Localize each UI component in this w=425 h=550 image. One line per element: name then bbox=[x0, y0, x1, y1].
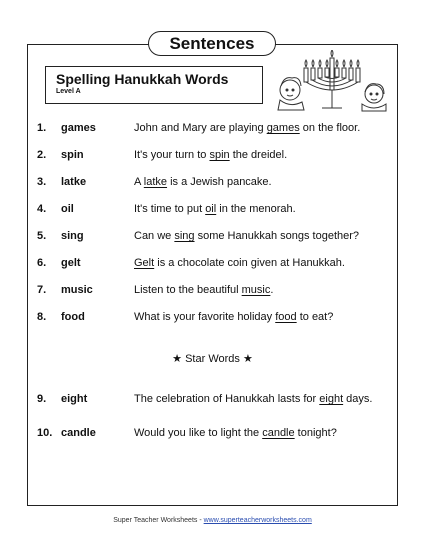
item-number: 9. bbox=[37, 393, 47, 405]
spelling-word: food bbox=[61, 311, 85, 323]
sentence-end: . bbox=[270, 284, 274, 296]
example-sentence bbox=[134, 257, 396, 270]
header-level: Level A bbox=[56, 88, 81, 95]
menorah-children-illustration bbox=[276, 50, 388, 112]
spelling-word: music bbox=[61, 284, 93, 296]
spelling-word: candle bbox=[61, 427, 96, 439]
example-sentence bbox=[134, 284, 396, 297]
example-sentence bbox=[134, 176, 396, 189]
spelling-word: sing bbox=[61, 230, 84, 242]
page-title: Sentences bbox=[148, 31, 276, 56]
sentence-start: Can we bbox=[134, 230, 175, 242]
example-sentence bbox=[134, 427, 396, 440]
item-number: 7. bbox=[37, 284, 47, 296]
sentence-start: A bbox=[134, 176, 144, 188]
underlined-word: food bbox=[275, 311, 297, 323]
header-title: Spelling Hanukkah Words bbox=[56, 71, 229, 87]
star-words-heading: ★ Star Words ★ bbox=[172, 353, 253, 365]
item-number: 6. bbox=[37, 257, 47, 269]
example-sentence bbox=[134, 311, 396, 324]
sentence-end: on the floor. bbox=[299, 122, 361, 134]
underlined-word: oil bbox=[205, 203, 217, 215]
footer bbox=[0, 517, 425, 524]
item-number: 4. bbox=[37, 203, 47, 215]
example-sentence bbox=[134, 122, 396, 135]
underlined-word: spin bbox=[209, 149, 230, 161]
spelling-word: spin bbox=[61, 149, 84, 161]
sentence-end: is a Jewish pancake. bbox=[167, 176, 272, 188]
example-sentence bbox=[134, 393, 396, 406]
sentence-start: It's your turn to bbox=[134, 149, 210, 161]
item-number: 3. bbox=[37, 176, 47, 188]
footer-link[interactable]: www.superteacherworksheets.com bbox=[203, 517, 312, 524]
item-number: 1. bbox=[37, 122, 47, 134]
item-number: 10. bbox=[37, 427, 53, 439]
sentence-end: some Hanukkah songs together? bbox=[194, 230, 360, 242]
item-number: 2. bbox=[37, 149, 47, 161]
sentence-start: John and Mary are playing bbox=[134, 122, 267, 134]
underlined-word: games bbox=[266, 122, 300, 134]
sentence-end: in the menorah. bbox=[216, 203, 296, 215]
underlined-word: Gelt bbox=[134, 257, 155, 269]
sentence-start: Would you like to light the bbox=[134, 427, 263, 439]
item-number: 5. bbox=[37, 230, 47, 242]
spelling-word: latke bbox=[61, 176, 87, 188]
item-number: 8. bbox=[37, 311, 47, 323]
sentence-start: It's time to put bbox=[134, 203, 206, 215]
spelling-word: games bbox=[61, 122, 96, 134]
example-sentence bbox=[134, 230, 396, 243]
sentence-start: Listen to the beautiful bbox=[134, 284, 242, 296]
footer-prefix: Super Teacher Worksheets - bbox=[113, 517, 204, 524]
underlined-word: eight bbox=[319, 393, 344, 405]
example-sentence bbox=[134, 203, 396, 216]
sentence-end: days. bbox=[343, 393, 373, 405]
underlined-word: sing bbox=[174, 230, 195, 242]
underlined-word: music bbox=[241, 284, 271, 296]
sentence-start: What is your favorite holiday bbox=[134, 311, 276, 323]
spelling-word: gelt bbox=[61, 257, 81, 269]
underlined-word: latke bbox=[143, 176, 168, 188]
sentence-end: to eat? bbox=[296, 311, 334, 323]
sentence-end: is a chocolate coin given at Hanukkah. bbox=[154, 257, 345, 269]
sentence-end: the dreidel. bbox=[229, 149, 288, 161]
spelling-word: eight bbox=[61, 393, 88, 405]
sentence-start: The celebration of Hanukkah lasts for bbox=[134, 393, 320, 405]
sentence-end: tonight? bbox=[294, 427, 337, 439]
spelling-word: oil bbox=[61, 203, 74, 215]
worksheet-header bbox=[45, 66, 263, 104]
example-sentence bbox=[134, 149, 396, 162]
underlined-word: candle bbox=[262, 427, 295, 439]
